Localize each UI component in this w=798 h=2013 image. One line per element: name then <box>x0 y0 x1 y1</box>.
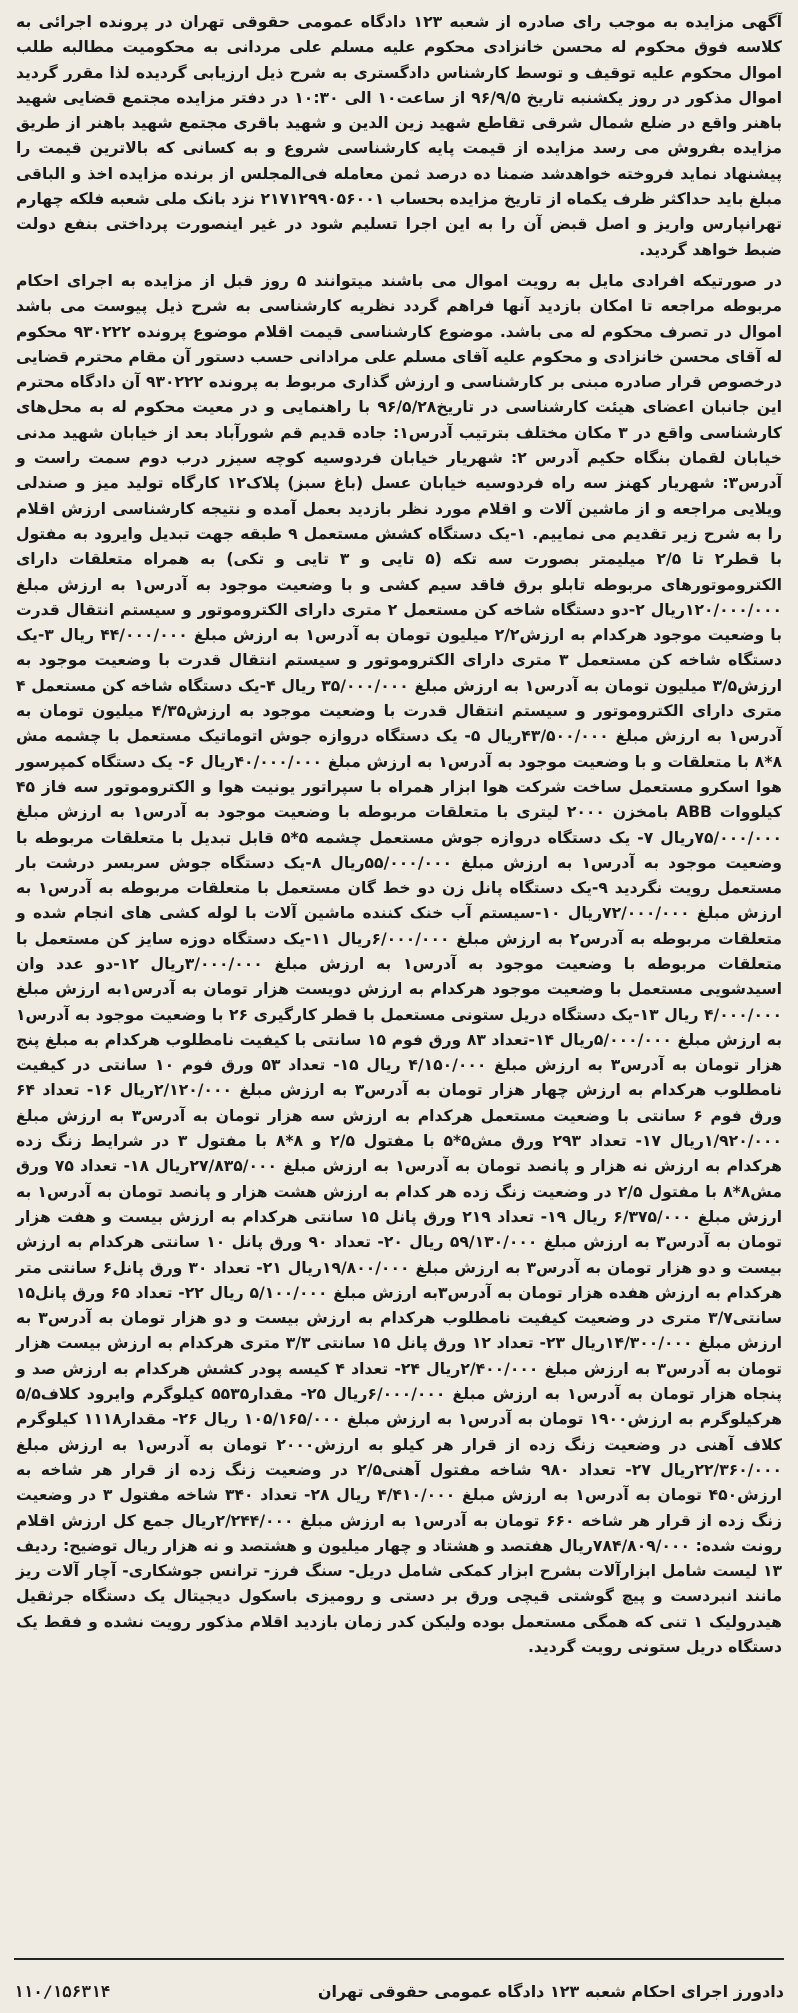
notice-footer <box>14 1976 784 2006</box>
footer-divider <box>14 1958 784 1960</box>
notice-appraisal-paragraph: در صورتیکه افرادی مایل به رویت اموال می باشند میتوانند ۵ روز قبل از مزایده به اجرای احکام مربوطه مراجعه تا امکان بازدید آنها فراهم گردد نظریه کارشناسی به شرح ذیل پیوست می باشد اموال در تصرف محکوم له می باشد. موضوع کارشناسی قیمت اقلام موضوع پرونده ۹۳۰۲۲۲ محکوم له آقای محسن خانزادی و محکوم علیه آقای مسلم علی مرادانی حسب دستور آن مقام محترم قضایی درخصوص قرار صادره مبنی بر کارشناسی و ارزش گذاری مربوط به پرونده ۹۳۰۲۲۲ آن دادگاه محترم این جانبان اعضای هیئت کارشناسی در تاریخ۹۶/۵/۲۸ با راهنمایی و در معیت محکوم له به محل‌های کارشناسی واقع در ۳ مکان مختلف بترتیب آدرس۱: جاده قدیم قم شورآباد بعد از خیابان شهید مدنی خیابان لقمان بنگاه حکیم آدرس ۲: شهریار خیابان فردوسیه کوچه سیزر درب دوم سمت راست و آدرس۳: شهریار کهنز سه راه فردوسیه خیابان عسل (باغ سبز) پلاک۱۲ کارگاه تولید میز و صندلی ویلایی مراجعه و از ماشین آلات و اقلام مورد نظر بازدید بعمل آمده و نتیجه کارشناسی ارزش اقلام را به شرح زیر تقدیم می نماییم. ۱-یک دستگاه کشش مستعمل ۹ طبقه جهت تبدیل وایرود به مفتول با قطر۲ تا ۲/۵ میلیمتر بصورت سه تکه (۵ تایی و ۳ تایی و تکی) به همراه متعلقات دارای الکتروموتورهای مربوطه تابلو برق فاقد سیم کشی و با وضعیت موجود به آدرس۱ به ارزش مبلغ ۱۲۰/۰۰۰/۰۰۰ریال ۲-دو دستگاه شاخه کن مستعمل ۲ متری دارای الکتروموتور و سیستم انتقال قدرت با وضعیت موجود هرکدام به ارزش۲/۲ میلیون تومان به آدرس۱ به ارزش مبلغ ۴۴/۰۰۰/۰۰۰ ریال ۳-یک دستگاه شاخه کن مستعمل ۳ متری دارای الکتروموتور و سیستم انتقال قدرت با وضعیت موجود به ارزش۳/۵ میلیون تومان به آدرس۱ به ارزش مبلغ ۳۵/۰۰۰/۰۰۰ ریال ۴-یک دستگاه شاخه کن مستعمل ۴ متری دارای الکتروموتور و سیستم انتقال قدرت با وضعیت موجود به ارزش۴/۳۵ میلیون تومان به آدرس۱ به ارزش مبلغ ۴۳/۵۰۰/۰۰۰ریال ۵- یک دستگاه دروازه جوش اتوماتیک مستعمل با چشمه مش ۸*۸ با متعلقات و با وضعیت موجود به آدرس۱ به ارزش مبلغ ۴۰/۰۰۰/۰۰۰ریال ۶- یک دستگاه کمپرسور هوا اسکرو مستعمل ساخت شرکت هوا ابزار همراه با سپراتور یونیت هوا و الکتروموتور سه فاز ۴۵ کیلووات ABB بامخزن ۲۰۰۰ لیتری با متعلقات مربوطه با وضعیت موجود به آدرس۱ به ارزش مبلغ ۷۵/۰۰۰/۰۰۰ریال ۷- یک دستگاه دروازه جوش مستعمل چشمه ۵*۵ قابل تبدیل با متعلقات مربوطه با وضعیت موجود به آدرس۱ به ارزش مبلغ ۵۵/۰۰۰/۰۰۰ریال ۸-یک دستگاه جوش سربسر درشت بار مستعمل رویت نگردید ۹-یک دستگاه پانل زن دو خط گان مستعمل با متعلقات مربوطه به آدرس۱ به ارزش مبلغ ۷۲/۰۰۰/۰۰۰ریال ۱۰-سیستم آب خنک کننده ماشین آلات با لوله کشی های انجام شده و متعلقات مربوطه به آدرس۲ به ارزش مبلغ ۶/۰۰۰/۰۰۰ریال ۱۱-یک دستگاه دوزه سایز کن مستعمل با متعلقات مربوطه با وضعیت موجود به آدرس۱ به ارزش مبلغ ۳/۰۰۰/۰۰۰ریال ۱۲-دو عدد وان اسیدشویی مستعمل با وضعیت موجود هرکدام به ارزش دویست هزار تومان به آدرس۱به ارزش مبلغ ۴/۰۰۰/۰۰۰ ریال ۱۳-یک دستگاه دریل ستونی مستعمل با قطر کارگیری ۲۶ با وضعیت موجود به آدرس۱ به ارزش مبلغ ۵/۰۰۰/۰۰۰ریال ۱۴-تعداد ۸۳ ورق فوم ۱۵ سانتی با کیفیت نامطلوب هرکدام به مبلغ پنج هزار تومان به آدرس۳ به ارزش مبلغ ۴/۱۵۰/۰۰۰ ریال ۱۵- تعداد ۵۳ ورق فوم ۱۰ سانتی در کیفیت نامطلوب هرکدام به ارزش چهار هزار تومان به آدرس۳ به ارزش مبلغ ۲/۱۲۰/۰۰۰ریال ۱۶- تعداد ۶۴ ورق فوم ۶ سانتی با وضعیت مستعمل هرکدام به ارزش سه هزار تومان به آدرس۳ به ارزش مبلغ ۱/۹۲۰/۰۰۰ریال ۱۷- تعداد ۲۹۳ ورق مش۵*۵ با مفتول ۲/۵ و ۸*۸ با مفتول ۳ در شرایط زنگ زده هرکدام به ارزش نه هزار و پانصد تومان به آدرس۱ به ارزش مبلغ ۲۷/۸۳۵/۰۰۰ریال ۱۸- تعداد ۷۵ ورق مش۸*۸ با مفتول ۲/۵ در وضعیت زنگ زده هر کدام به ارزش هشت هزار و پانصد تومان به آدرس۱ به ارزش مبلغ ۶/۳۷۵/۰۰۰ ریال ۱۹- تعداد ۲۱۹ ورق پانل ۱۵ سانتی هرکدام به ارزش بیست و هفت هزار تومان به آدرس۳ به ارزش مبلغ ۵۹/۱۳۰/۰۰۰ ریال ۲۰- تعداد ۹۰ ورق پانل ۱۰ سانتی هرکدام به ارزش بیست و دو هزار تومان به آدرس۳ به ارزش مبلغ ۱۹/۸۰۰/۰۰۰ریال ۲۱- تعداد ۳۰ ورق پانل۶ سانتی متر هرکدام به ارزش هفده هزار تومان به آدرس۳به ارزش مبلغ ۵/۱۰۰/۰۰۰ ریال ۲۲- تعداد ۶۵ ورق پانل۱۵ سانتی۳/۷ متری در وضعیت کیفیت نامطلوب هرکدام به ارزش بیست و دو هزار تومان به آدرس۳ به ارزش مبلغ ۱۴/۳۰۰/۰۰۰ریال ۲۳- تعداد ۱۲ ورق پانل ۱۵ سانتی ۳/۳ متری هرکدام به ارزش بیست هزار تومان به آدرس۳ به ارزش مبلغ ۲/۴۰۰/۰۰۰ریال ۲۴- تعداد ۴ کیسه پودر کشش هرکدام به ارزش صد و پنجاه هزار تومان به آدرس۱ به ارزش مبلغ ۶/۰۰۰/۰۰۰ریال ۲۵- مقدار۵۵۳۵ کیلوگرم وایرود کلاف۵/۵ هرکیلوگرم به ارزش۱۹۰۰ تومان به آدرس۱ به ارزش مبلغ ۱۰۵/۱۶۵/۰۰۰ ریال ۲۶- مقدار۱۱۱۸ کیلوگرم کلاف آهنی در وضعیت زنگ زده از قرار هر کیلو به ارزش۲۰۰۰ تومان به آدرس۱ به ارزش مبلغ ۲۲/۳۶۰/۰۰۰ریال ۲۷- تعداد ۹۸۰ شاخه مفتول آهنی۲/۵ در وضعیت زنگ زده از قرار هر شاخه به ارزش۴۵۰ تومان به آدرس۱ به ارزش مبلغ ۴/۴۱۰/۰۰۰ ریال ۲۸- تعداد ۳۴۰ شاخه مفتول ۳ در وضعیت زنگ زده از قرار هر شاخه ۶۶۰ تومان به آدرس۱ به ارزش مبلغ ۲/۲۴۴/۰۰۰ریال جمع کل ارزش اقلام رونت شده: ۷۸۴/۸۰۹/۰۰۰ریال هفتصد و هشتاد و چهار میلیون و هشتصد و نه هزار ریال توضیح: ردیف ۱۳ لیست شامل ابزارآلات بشرح ابزار کمکی شامل دریل- سنگ فرز- ترانس جوشکاری- آچار آلات ریز مانند انبردست و پیچ گوشتی قیچی ورق بر دستی و رومیزی باسکول دیجیتال یک دستگاه جرثقیل هیدرولیک ۱ تنی که همگی مستعمل بوده ولیکن کدر زمان بازدید اقلام مذکور رویت نشده و فقط یک دستگاه دریل ستونی رویت گردید. <box>16 271 783 1656</box>
reference-code: ۱۱۰/۱۵۶۳۱۴ <box>14 1981 111 2001</box>
notice-intro-paragraph: آگهی مزایده به موجب رای صادره از شعبه ۱۲۳ دادگاه عمومی حقوقی تهران در پرونده اجرائی به کلاسه فوق محکوم له محسن خانزادی محکوم علیه مسلم علی مردانی به محکومیت مطالبه طلب اموال محکوم علیه توقیف و توسط کارشناس دادگستری به شرح ذیل ارزیابی گردیده لذا مقرر گردید اموال مذکور در روز یکشنبه تاریخ ۹۶/۹/۵ از ساعت۱۰ الی ۱۰:۳۰ در دفتر مزایده مجتمع قضایی شهید باهنر واقع در ضلع شمال شرقی تقاطع شهید زین الدین و شهید باقری مجتمع شهید باهنر از طریق مزایده بفروش می رسد مزایده از قیمت پایه کارشناسی شروع و به کسانی که بالاترین قیمت را پیشنهاد نماید فروخته خواهدشد ضمنا ده درصد ثمن معامله فی‌المجلس از برنده مزایده اخذ و الباقی مبلغ باید حداکثر ظرف یکماه از تاریخ مزایده بحساب ۲۱۷۱۲۹۹۰۵۶۰۰۱ نزد بانک ملی شعبه فلکه چهارم تهرانپارس واریز و اصل قبض آن را به این اجرا تسلیم شود در غیر اینصورت پرداختی بنفع دولت ضبط خواهد گردید. <box>16 13 782 259</box>
signature-line: دادورز اجرای احکام شعبه ۱۲۳ دادگاه عمومی حقوقی تهران <box>317 1981 784 2001</box>
